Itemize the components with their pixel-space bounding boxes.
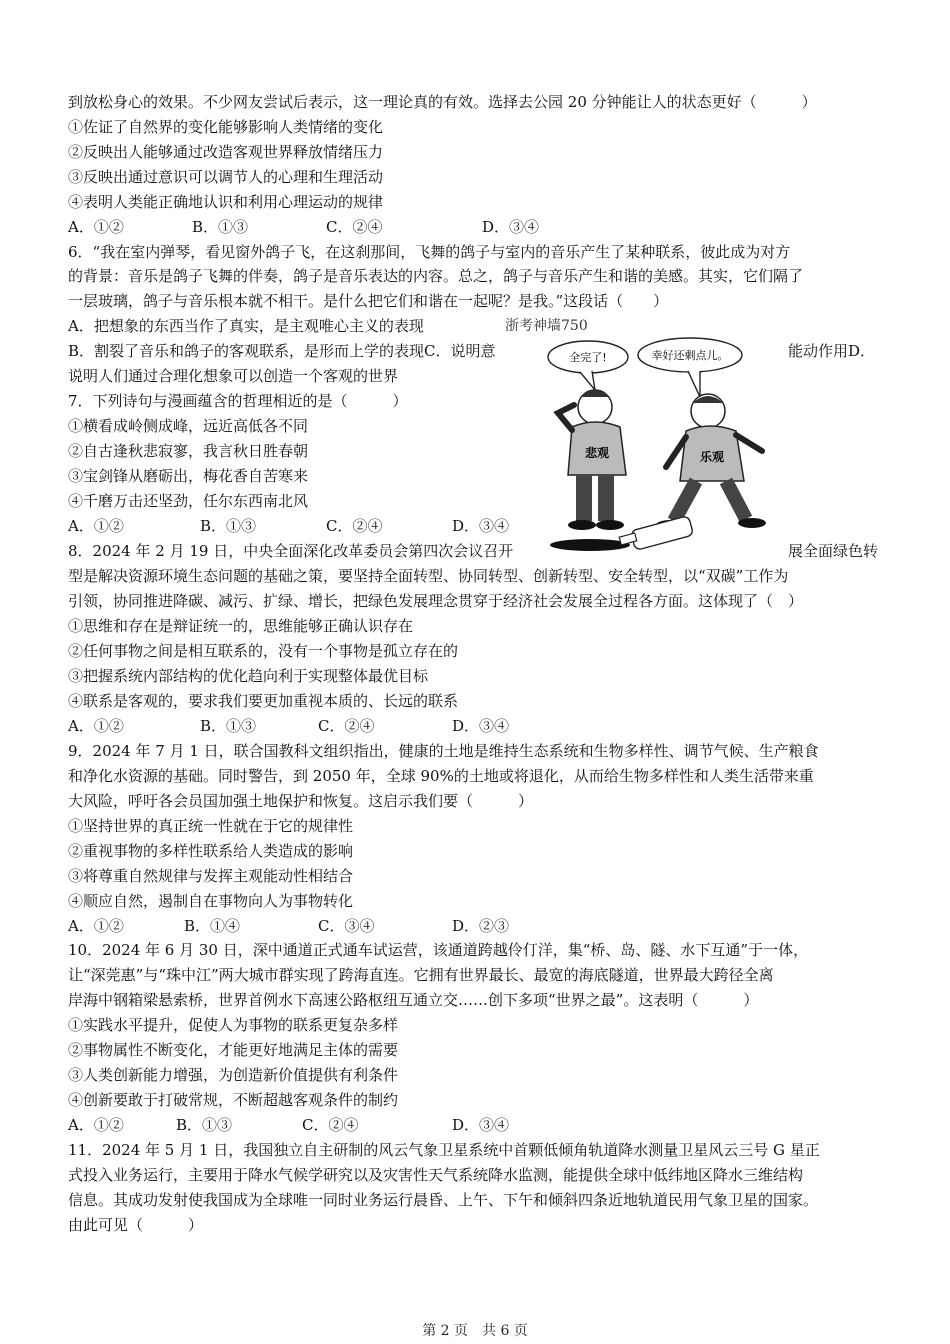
q5-item-4: ④表明人类能正确地认识和利用心理运动的规律 — [68, 193, 384, 211]
q6-option-b-tail: 能动作用D． — [788, 342, 876, 360]
shirt-left-text: 悲观 — [584, 446, 610, 460]
q7-item-4: ④千磨万击还坚劲，任尔东西南北风 — [68, 492, 309, 510]
q10-option-b: B．①③ — [176, 1116, 233, 1134]
q9-item-2: ②重视事物的多样性联系给人类造成的影响 — [68, 842, 354, 860]
q5-item-2: ②反映出人能够通过改造客观世界释放情绪压力 — [68, 143, 384, 161]
q7-option-c: C．②④ — [326, 517, 383, 535]
q8-item-4: ④联系是客观的，要求我们要更加重视本质的、长远的联系 — [68, 692, 459, 710]
q11-stem-line-1: 11．2024 年 5 月 1 日，我国独立自主研制的风云气象卫星系统中首颗低倾角轨道降水测量卫星风云三号 G 星正 — [68, 1141, 820, 1159]
q8-stem-line-3: 引领，协同推进降碳、减污、扩绿、增长，把绿色发展理念贯穿于经济社会发展全过程各方面。这体现了（ ） — [68, 592, 804, 610]
q11-stem-line-4: 由此可见（ ） — [68, 1216, 204, 1234]
q10-item-3: ③人类创新能力增强，为创造新价值提供有利条件 — [68, 1066, 399, 1084]
q10-item-4: ④创新要敢于打破常规，不断超越客观条件的制约 — [68, 1091, 399, 1109]
q9-option-d: D．②③ — [452, 917, 510, 935]
q5-item-1: ①佐证了自然界的变化能够影响人类情绪的变化 — [68, 118, 384, 136]
q11-stem-line-2: 式投入业务运行，主要用于降水气候学研究以及灾害性天气系统降水监测，能提供全球中低纬地区降水三维结构 — [68, 1166, 804, 1184]
q10-item-1: ①实践水平提升，促使人为事物的联系更复杂多样 — [68, 1016, 399, 1034]
q8-stem-line-1: 8．2024 年 2 月 19 日，中央全面深化改革委员会第四次会议召开 — [68, 542, 514, 560]
q5-stem: 到放松身心的效果。不少网友尝试后表示，这一理论真的有效。选择去公园 20 分钟能让人的状态更好（ ） — [68, 93, 817, 111]
q8-item-1: ①思维和存在是辩证统一的，思维能够正确认识存在 — [68, 617, 414, 635]
q7-item-2: ②自古逢秋悲寂寥，我言秋日胜春朝 — [68, 442, 309, 460]
q5-option-b: B．①③ — [192, 218, 249, 236]
q9-option-c: C．③④ — [318, 917, 375, 935]
q9-stem-line-1: 9．2024 年 7 月 1 日，联合国教科文组织指出，健康的土地是维持生态系统和生物多样性、调节气候、生产粮食 — [68, 742, 819, 760]
q7-stem: 7．下列诗句与漫画蕴含的哲理相近的是（ ） — [68, 392, 408, 410]
q6-option-d: 说明人们通过合理化想象可以创造一个客观的世界 — [68, 367, 399, 385]
q8-option-a: A．①② — [68, 717, 124, 735]
q9-stem-line-3: 大风险，呼吁各会员国加强土地保护和恢复。这启示我们要（ ） — [68, 792, 534, 810]
q10-stem-line-1: 10．2024 年 6 月 30 日，深中通道正式通车试运营，该通道跨越伶仃洋，集“桥、岛、隧、水下互通”于一体， — [68, 941, 809, 959]
q5-option-c: C．②④ — [326, 218, 383, 236]
pessimist-figure — [558, 390, 626, 530]
q6-option-b: B．割裂了音乐和鸽子的客观联系，是形而上学的表现C．说明意 — [68, 342, 496, 360]
q7-options — [68, 516, 628, 536]
q10-option-d: D．③④ — [452, 1116, 510, 1134]
q8-item-3: ③把握系统内部结构的优化趋向利于实现整体最优目标 — [68, 667, 429, 685]
q9-option-a: A．①② — [68, 917, 124, 935]
bubble-left-text: 全完了! — [569, 351, 607, 364]
q10-option-a: A．①② — [68, 1116, 124, 1134]
watermark: 浙考神墙750 — [505, 318, 588, 334]
q8-option-c: C．②④ — [318, 717, 375, 735]
q9-item-4: ④顺应自然，遏制自在事物向人为事物转化 — [68, 892, 354, 910]
q6-stem-line-1: 6．“我在室内弹琴，看见窗外鸽子飞，在这刹那间，飞舞的鸽子与室内的音乐产生了某种联系，彼此成为对方 — [68, 243, 791, 261]
q7-option-d: D．③④ — [452, 517, 510, 535]
q8-item-2: ②任何事物之间是相互联系的，没有一个事物是孤立存在的 — [68, 642, 459, 660]
q5-options — [68, 217, 628, 237]
q10-option-c: C．②④ — [302, 1116, 359, 1134]
page-footer: 第 2 页 共 6 页 — [422, 1323, 528, 1339]
q8-options — [68, 716, 628, 736]
q7-option-a: A．①② — [68, 517, 124, 535]
q8-option-d: D．③④ — [452, 717, 510, 735]
q6-stem-line-3: 一层玻璃，鸽子与音乐根本就不相干。是什么把它们和谐在一起呢？是我。”这段话（ ） — [68, 292, 669, 310]
q9-option-b: B．①④ — [184, 917, 241, 935]
q8-stem-line-1-tail: 展全面绿色转 — [788, 542, 879, 560]
q5-option-d: D．③④ — [482, 218, 540, 236]
optimist-figure — [656, 394, 766, 530]
q10-stem-line-3: 岸海中钢箱梁悬索桥，世界首例水下高速公路枢纽互通立交……创下多项“世界之最”。这表明（ ） — [68, 991, 759, 1009]
bubble-right-text: 幸好还剩点儿。 — [651, 349, 729, 362]
q7-item-1: ①横看成岭侧成峰，远近高低各不同 — [68, 417, 309, 435]
q9-stem-line-2: 和净化水资源的基础。同时警告，到 2050 年，全球 90%的土地或将退化，从而给生物多样性和人类生活带来重 — [68, 767, 814, 785]
q9-options — [68, 916, 628, 936]
q9-item-3: ③将尊重自然规律与发挥主观能动性相结合 — [68, 867, 354, 885]
q8-stem-line-2: 型是解决资源环境生态问题的基础之策，要坚持全面转型、协同转型、创新转型、安全转型，以“双碳”工作为 — [68, 567, 789, 585]
q10-options — [68, 1115, 628, 1135]
q10-stem-line-2: 让“深莞惠”与“珠中江”两大城市群实现了跨海直连。它拥有世界最长、最宽的海底隧道，世界最大跨径全离 — [68, 966, 774, 984]
q11-stem-line-3: 信息。其成功发射使我国成为全球唯一同时业务运行晨昏、上午、下午和倾斜四条近地轨道民用气象卫星的国家。 — [68, 1191, 819, 1209]
q6-stem-line-2: 的背景：音乐是鸽子飞舞的伴奏，鸽子是音乐表达的内容。总之，鸽子与音乐产生和谐的美感。其实，它们隔了 — [68, 267, 804, 285]
q10-item-2: ②事物属性不断变化，才能更好地满足主体的需要 — [68, 1041, 399, 1059]
q5-item-3: ③反映出通过意识可以调节人的心理和生理活动 — [68, 168, 384, 186]
q5-option-a: A．①② — [68, 218, 124, 236]
q6-option-a: A．把想象的东西当作了真实，是主观唯心主义的表现 — [68, 317, 424, 335]
q9-item-1: ①坚持世界的真正统一性就在于它的规律性 — [68, 817, 354, 835]
q8-option-b: B．①③ — [200, 717, 257, 735]
q7-item-3: ③宝剑锋从磨砺出，梅花香自苦寒来 — [68, 467, 309, 485]
shirt-right-text: 乐观 — [699, 450, 725, 464]
q7-option-b: B．①③ — [200, 517, 257, 535]
